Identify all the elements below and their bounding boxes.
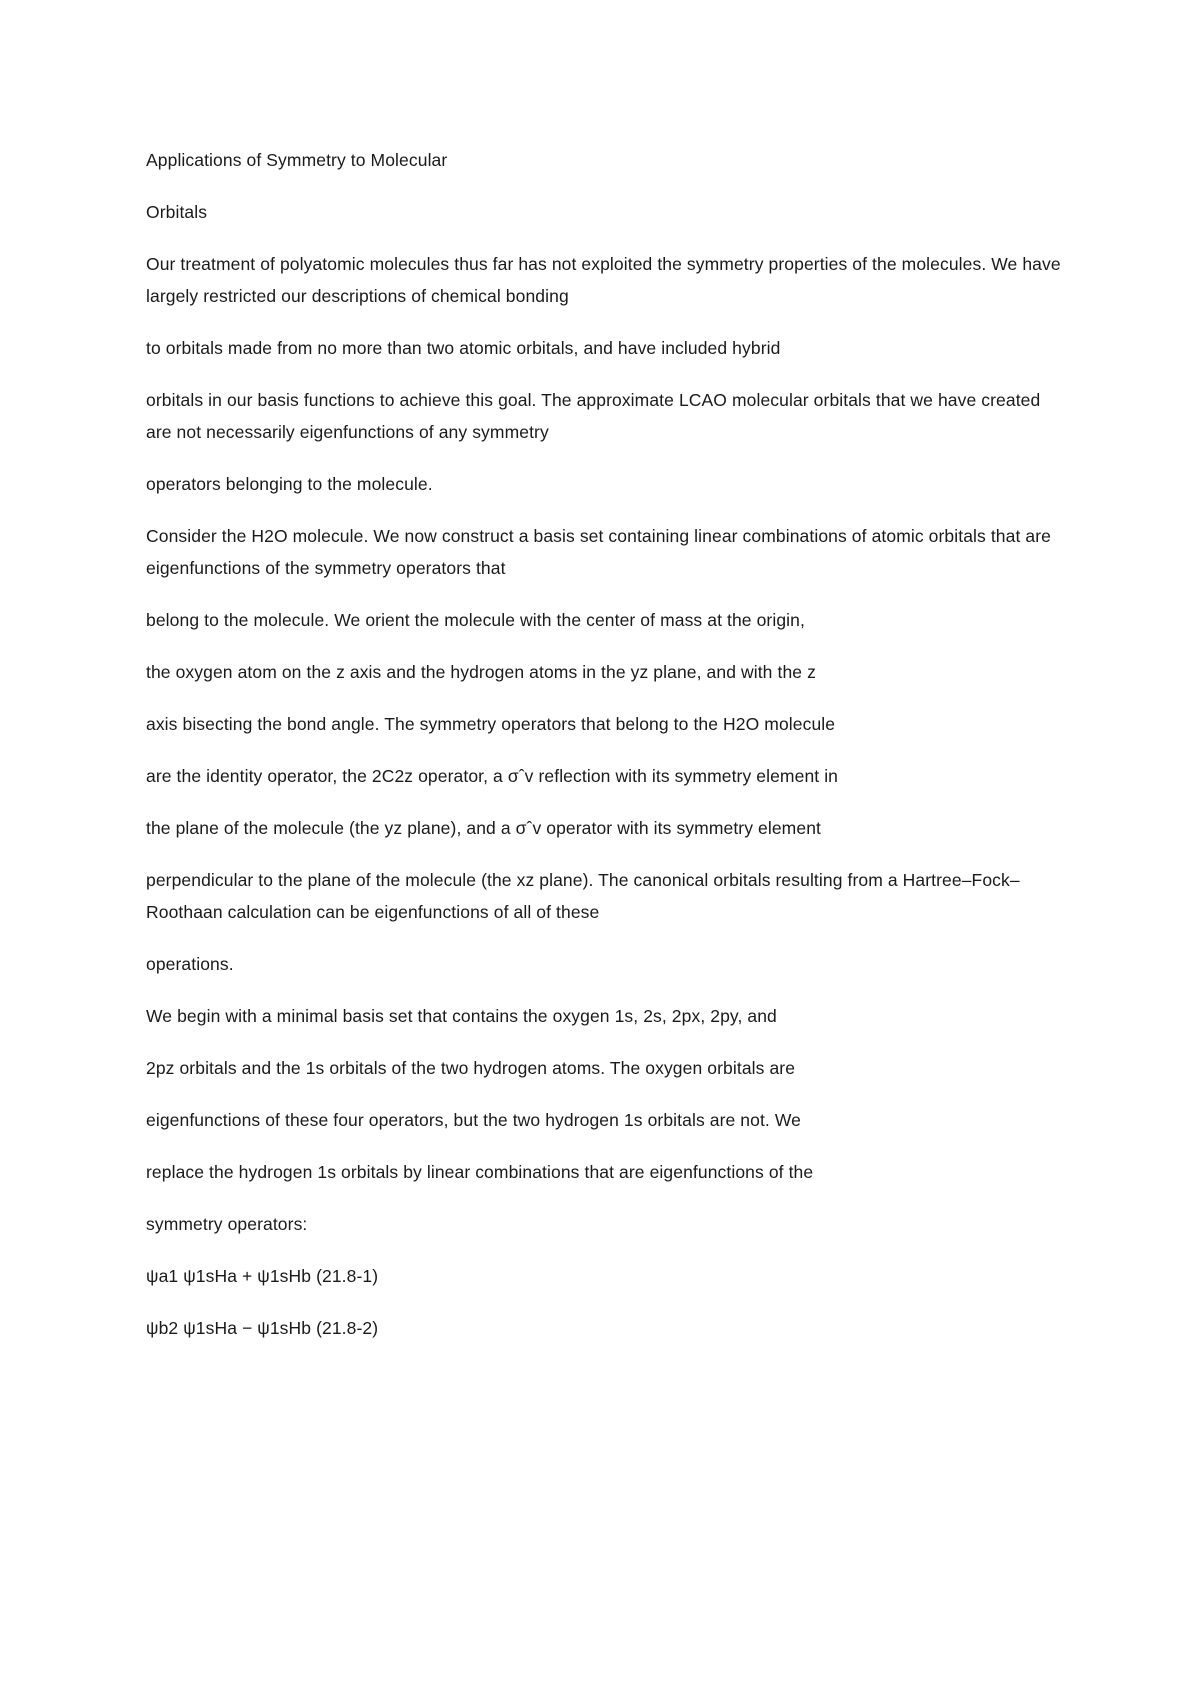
paragraph: symmetry operators:	[146, 1214, 308, 1234]
paragraph: 2pz orbitals and the 1s orbitals of the two hydrogen atoms. The oxygen orbitals are	[146, 1058, 796, 1078]
paragraph: the plane of the molecule (the yz plane), and a σˆv operator with its symmetry element	[146, 818, 821, 838]
paragraph: axis bisecting the bond angle. The symmetry operators that belong to the H2O molecule	[146, 714, 836, 734]
paragraph: perpendicular to the plane of the molecule (the xz plane). The canonical orbitals resulting from a Hartree–Fock–Roothaan calculation can be eigenfunctions of all of these	[146, 870, 1020, 922]
paragraph: the oxygen atom on the z axis and the hydrogen atoms in the yz plane, and with the z	[146, 662, 816, 682]
document-subtitle: Orbitals	[146, 202, 208, 222]
paragraph: are the identity operator, the 2C2z operator, a σˆv reflection with its symmetry element in	[146, 766, 839, 786]
paragraph: to orbitals made from no more than two atomic orbitals, and have included hybrid	[146, 338, 781, 358]
document-title: Applications of Symmetry to Molecular	[146, 150, 448, 170]
paragraph: eigenfunctions of these four operators, but the two hydrogen 1s orbitals are not. We	[146, 1110, 801, 1130]
paragraph: Our treatment of polyatomic molecules thus far has not exploited the symmetry properties of the molecules. We have largely restricted our descriptions of chemical bonding	[146, 254, 1061, 306]
paragraph: Consider the H2O molecule. We now construct a basis set containing linear combinations of atomic orbitals that are eigenfunctions of the symmetry operators that	[146, 526, 1051, 578]
paragraph: orbitals in our basis functions to achieve this goal. The approximate LCAO molecular orbitals that we have created are not necessarily eigenfunctions of any symmetry	[146, 390, 1041, 442]
equation-21-8-2: ψb2 ψ1sHa − ψ1sHb (21.8-2)	[146, 1318, 379, 1338]
document-body	[146, 144, 1066, 1364]
paragraph: operations.	[146, 954, 234, 974]
paragraph: operators belonging to the molecule.	[146, 474, 433, 494]
paragraph: replace the hydrogen 1s orbitals by linear combinations that are eigenfunctions of the	[146, 1162, 814, 1182]
paragraph: belong to the molecule. We orient the molecule with the center of mass at the origin,	[146, 610, 805, 630]
paragraph: We begin with a minimal basis set that contains the oxygen 1s, 2s, 2px, 2py, and	[146, 1006, 777, 1026]
equation-21-8-1: ψa1 ψ1sHa + ψ1sHb (21.8-1)	[146, 1266, 379, 1286]
